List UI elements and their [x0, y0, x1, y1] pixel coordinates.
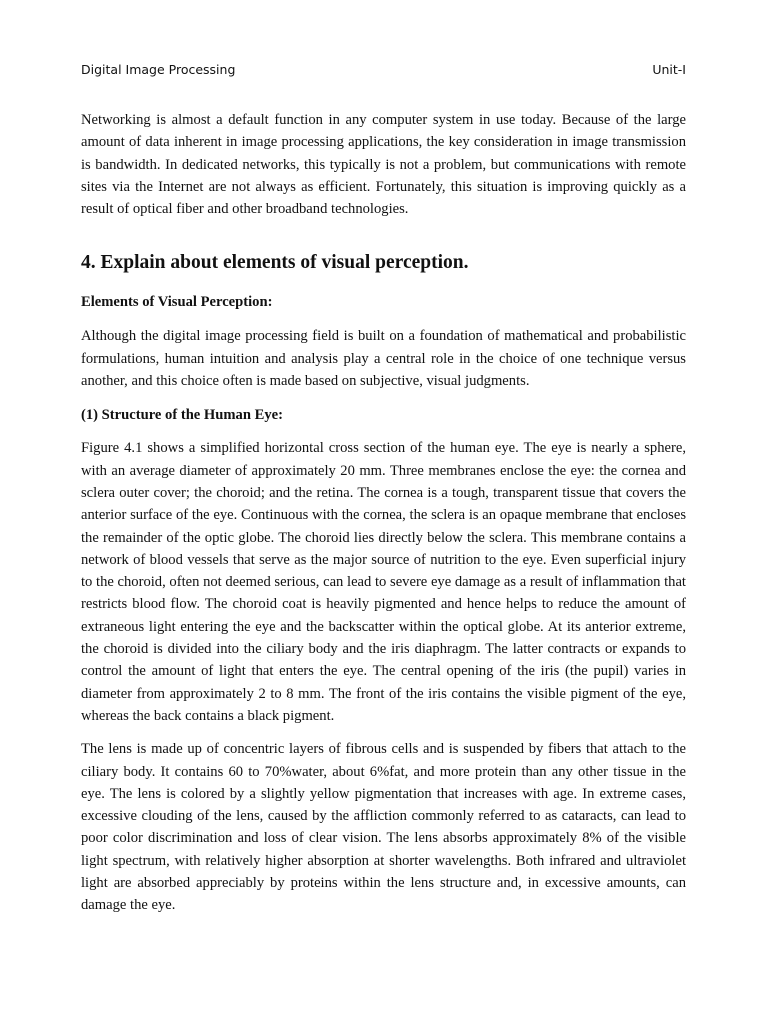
subheading-elements-of-visual-perception: Elements of Visual Perception:	[81, 294, 273, 311]
paragraph-lens: The lens is made up of concentric layers of fibrous cells and is suspended by fibers that attach to the ciliary body. It contains 60 to 70%water, about 6%fat, and more protein than any other tissue in the eye. The lens is colored by a slightly yellow pigmentation that increases with age. In extreme cases, excessive clouding of the lens, caused by the affliction commonly referred to as cataracts, can lead to poor color discrimination and loss of clear vision. The lens absorbs approximately 8% of the visible light spectrum, with relatively higher absorption at shorter wavelengths. Both infrared and ultraviolet light are absorbed appreciably by proteins within the lens structure and, in excessive amounts, can damage the eye.	[81, 741, 686, 914]
paragraph-intro: Although the digital image processing field is built on a foundation of mathematical and probabilistic formulations, human intuition and analysis play a central role in the choice of one technique versus another, and this choice often is made based on subjective, visual judgments.	[81, 328, 686, 390]
page-header	[81, 62, 686, 82]
paragraph-networking: Networking is almost a default function in any computer system in use today. Because of the large amount of data inherent in image processing applications, the key consideration in image transmission is bandwidth. In dedicated networks, this typically is not a problem, but communications with remote sites via the Internet are not always as efficient. Fortunately, this situation is improving quickly as a result of optical fiber and other broadband technologies.	[81, 112, 686, 218]
paragraph-eye-structure: Figure 4.1 shows a simplified horizontal cross section of the human eye. The eye is nearly a sphere, with an average diameter of approximately 20 mm. Three membranes enclose the eye: the cornea and sclera outer cover; the choroid; and the retina. The cornea is a tough, transparent tissue that covers the anterior surface of the eye. Continuous with the cornea, the sclera is an opaque membrane that encloses the remainder of the optic globe. The choroid lies directly below the sclera. This membrane contains a network of blood vessels that serve as the major source of nutrition to the eye. Even superficial injury to the choroid, often not deemed serious, can lead to severe eye damage as a result of inflammation that restricts blood flow. The choroid coat is heavily pigmented and hence helps to reduce the amount of extraneous light entering the eye and the backscatter within the optical globe. At its anterior extreme, the choroid is divided into the ciliary body and the iris diaphragm. The latter contracts or expands to control the amount of light that enters the eye. The central opening of the iris (the pupil) varies in diameter from approximately 2 to 8 mm. The front of the iris contains the visible pigment of the eye, whereas the back contains a black pigment.	[81, 440, 686, 724]
header-unit: Unit-I	[652, 62, 686, 77]
subheading-structure-of-human-eye: (1) Structure of the Human Eye:	[81, 407, 283, 424]
document-body	[81, 109, 686, 917]
header-title: Digital Image Processing	[81, 62, 236, 77]
question-heading: 4. Explain about elements of visual perception.	[81, 252, 469, 274]
